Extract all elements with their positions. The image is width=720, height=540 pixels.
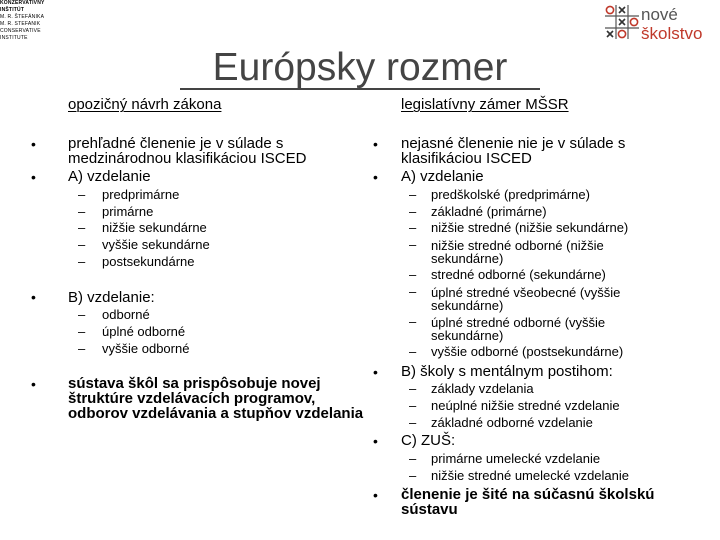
right-sub-item: stredné odborné (sekundárne) [431,267,606,282]
title-underline [180,88,540,90]
left-bullet-2: A) vzdelanie [68,168,151,185]
institute-logo-line: INŠTITÚT [0,7,25,13]
right-sub-item: nižšie stredné umelecké vzdelanie [431,468,629,483]
left-sub-item: vyššie odborné [102,341,190,356]
bullet-icon: • [31,376,36,392]
dash-icon: – [78,204,86,219]
right-sub-item: základné (primárne) [431,204,547,219]
left-sub-item: vyššie sekundárne [102,237,210,252]
right-sub-item: vyššie odborné (postsekundárne) [431,344,624,359]
bullet-icon: • [373,136,378,152]
page-title: Európsky rozmer [212,46,508,89]
dash-icon: – [78,307,86,322]
left-sub-item: odborné [102,307,150,322]
right-sub-item: neúplné nižšie stredné vzdelanie [431,398,620,413]
dash-icon: – [409,204,417,219]
left-sub-item: postsekundárne [102,254,195,269]
right-column-heading: legislatívny zámer MŠSR [401,96,569,113]
right-sub-item: nižšie stredné odborné (nižšie sekundárne) [431,238,604,266]
institute-logo-line: M. R. ŠTEFÁNIKA [0,14,45,20]
dash-icon: – [409,398,417,413]
dash-icon: – [78,341,86,356]
bullet-icon: • [373,364,378,380]
left-sub-item: primárne [102,204,154,219]
right-sub-item: nižšie stredné (nižšie sekundárne) [431,220,629,235]
right-bullet-3: B) školy s mentálnym postihom: [401,363,613,380]
right-sub-item: úplné stredné všeobecné (vyššie sekundárne) [431,285,621,313]
right-bullet-1: nejasné členenie nie je v súlade s klasifikáciou ISCED [401,135,626,167]
dash-icon: – [409,187,417,202]
left-bullet-3: B) vzdelanie: [68,289,155,306]
bullet-icon: • [31,136,36,152]
dash-icon: – [78,237,86,252]
tic-tac-toe-icon [603,3,641,41]
right-sub-item: predškolské (predprimárne) [431,187,590,202]
dash-icon: – [78,187,86,202]
bullet-icon: • [373,433,378,449]
dash-icon: – [409,237,417,252]
left-bullet-4: sústava škôl sa prispôsobuje novej štruktúre vzdelávacích programov, odborov vzdelávania a stupňov vzdelania [68,375,364,422]
right-bullet-4: C) ZUŠ: [401,432,456,449]
right-sub-item: základné odborné vzdelanie [431,415,593,430]
left-sub-item: predprimárne [102,187,180,202]
bullet-icon: • [31,289,36,305]
institute-logo-line: M. R. STEFANIK [0,21,41,27]
dash-icon: – [409,451,417,466]
left-bullet-1: prehľadné členenie je v súlade s medzinárodnou klasifikáciou ISCED [68,135,307,167]
institute-logo-line: INSTITUTE [0,35,28,41]
logo-word-skolstvo: školstvo [641,24,703,43]
dash-icon: – [409,344,417,359]
dash-icon: – [409,267,417,282]
dash-icon: – [409,415,417,430]
right-sub-item: úplné stredné odborné (vyššie sekundárne) [431,315,606,343]
left-sub-item: úplné odborné [102,324,186,339]
dash-icon: – [409,314,417,329]
right-sub-item: primárne umelecké vzdelanie [431,451,601,466]
dash-icon: – [409,284,417,299]
bullet-icon: • [31,169,36,185]
bullet-icon: • [373,487,378,503]
logo-word-nove: nové [641,5,678,24]
right-bullet-5: členenie je šité na súčasnú školskú sústavu [401,486,655,518]
left-sub-item: nižšie sekundárne [102,220,207,235]
institute-logo-line: CONSERVATIVE [0,28,41,34]
dash-icon: – [78,324,86,339]
left-column-heading: opozičný návrh zákona [68,96,222,113]
dash-icon: – [409,381,417,396]
institute-logo-line: KONZERVATÍVNY [0,0,45,6]
bullet-icon: • [373,169,378,185]
dash-icon: – [409,468,417,483]
right-sub-item: základy vzdelania [431,381,534,396]
dash-icon: – [78,254,86,269]
dash-icon: – [78,220,86,235]
right-bullet-2: A) vzdelanie [401,168,484,185]
dash-icon: – [409,220,417,235]
